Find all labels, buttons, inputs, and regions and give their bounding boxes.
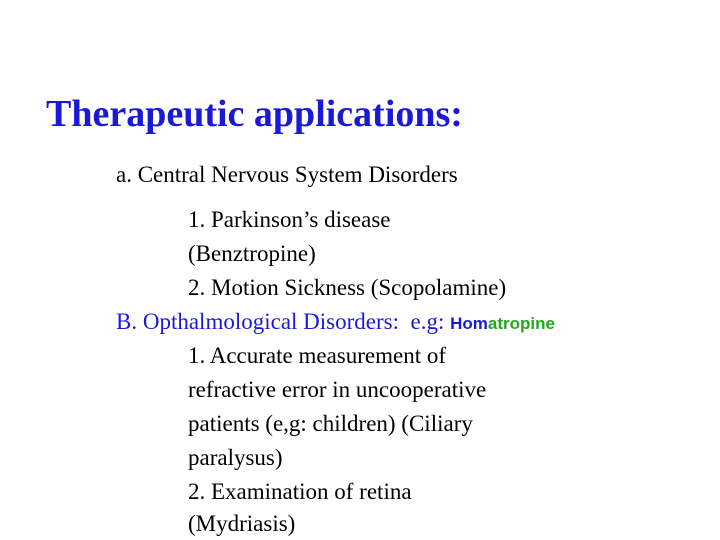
section-a-heading: a. Central Nervous System Disorders [116, 162, 458, 187]
item-a1-line2: (Benztropine) [188, 241, 316, 266]
item-b2-line1: 2. Examination of retina [188, 479, 412, 504]
item-b1-line4: paralysus) [188, 445, 283, 470]
slide-title: Therapeutic applications: [46, 93, 463, 135]
drug-name-prefix: Hom [450, 314, 488, 333]
section-b-label: B. Opthalmological Disorders: e.g: [116, 309, 451, 334]
drug-name-suffix: atropine [487, 314, 555, 333]
item-b1-line1: 1. Accurate measurement of [188, 343, 446, 368]
item-a2: 2. Motion Sickness (Scopolamine) [188, 275, 507, 300]
item-b2-line2: (Mydriasis) [188, 511, 296, 536]
item-b1-line3: patients (e,g: children) (Ciliary [188, 411, 473, 436]
item-b1-line2: refractive error in uncooperative [188, 377, 487, 402]
section-b-heading [116, 307, 555, 339]
item-a1-line1: 1. Parkinson’s disease [188, 207, 391, 232]
